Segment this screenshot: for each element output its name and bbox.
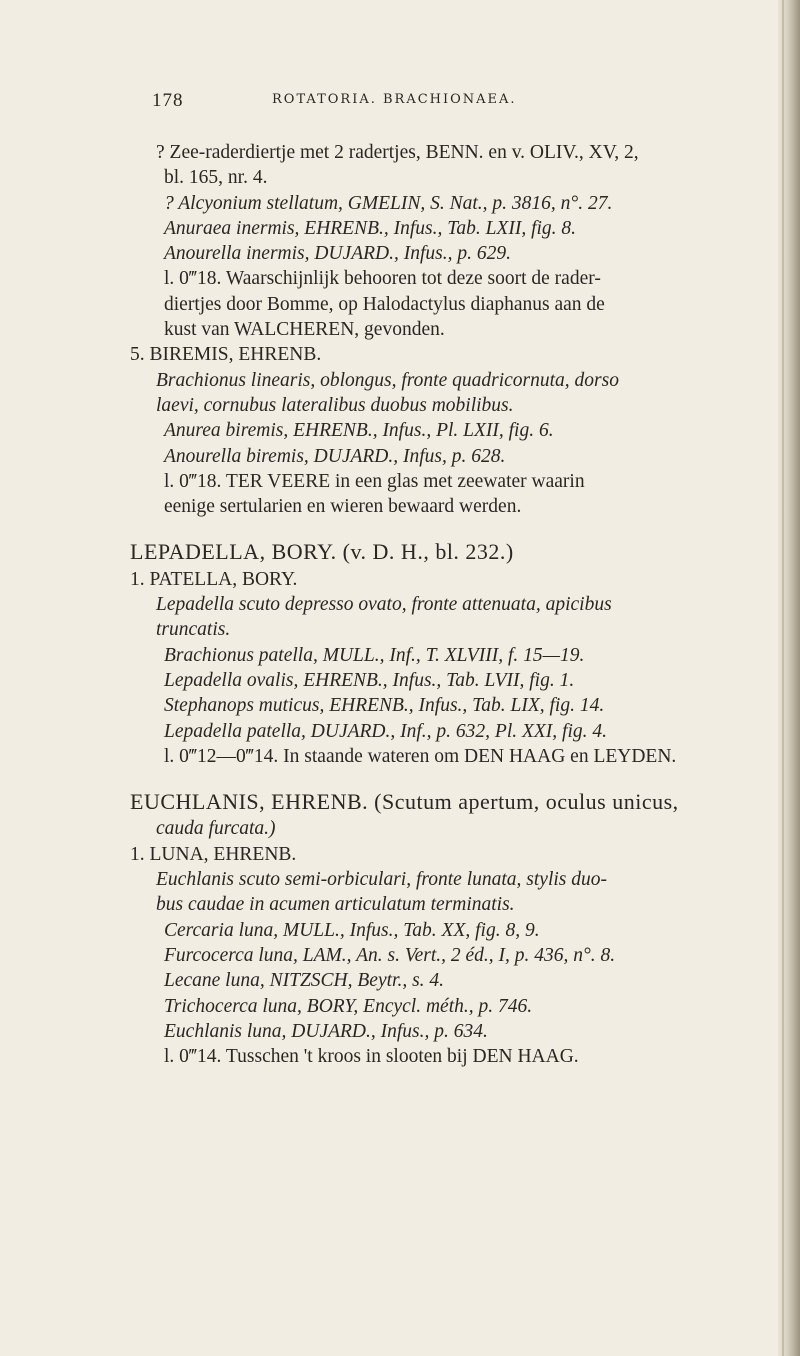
text-line: laevi, cornubus lateralibus duobus mobilibus. — [156, 394, 514, 416]
text-line: Trichocerca luna, BORY, Encycl. méth., p. 746. — [164, 995, 533, 1017]
text-line: Anourella inermis, DUJARD., Infus., p. 629. — [164, 243, 511, 265]
running-title: ROTATORIA. BRACHIONAEA. — [272, 92, 517, 107]
text-line: Anurea biremis, EHRENB., Infus., Pl. LXII, fig. 6. — [164, 420, 554, 442]
text-line: Euchlanis luna, DUJARD., Infus., p. 634. — [164, 1020, 488, 1042]
text-line: Brachionus patella, MULL., Inf., T. XLVIII, f. 15—19. — [164, 644, 585, 666]
text-line: Anourella biremis, DUJARD., Infus, p. 628. — [164, 445, 506, 467]
text-line: l. 0‴12—0‴14. In staande wateren om DEN HAAG en LEYDEN. — [164, 745, 677, 767]
spacer — [130, 769, 780, 779]
text-line: Stephanops muticus, EHRENB., Infus., Tab. LIX, fig. 14. — [164, 695, 605, 717]
page-number: 178 — [152, 90, 184, 111]
text-line: kust van WALCHEREN, gevonden. — [164, 319, 445, 341]
text-line: Euchlanis scuto semi-orbiculari, fronte lunata, stylis duo- — [156, 869, 607, 891]
spacer — [130, 519, 780, 529]
text-line: Anuraea inermis, EHRENB., Infus., Tab. LXII, fig. 8. — [164, 217, 577, 239]
text-line: Lepadella patella, DUJARD., Inf., p. 632, Pl. XXI, fig. 4. — [164, 720, 608, 742]
text-line: Brachionus linearis, oblongus, fronte quadricornuta, dorso — [156, 369, 619, 391]
text-line: bus caudae in acumen articulatum terminatis. — [156, 894, 515, 916]
text-line: l. 0‴18. TER VEERE in een glas met zeewater waarin — [164, 470, 585, 492]
text-line: truncatis. — [156, 619, 231, 641]
text-line: l. 0‴14. Tusschen 't kroos in slooten bij DEN HAAG. — [164, 1046, 579, 1068]
text-line: Lecane luna, NITZSCH, Beytr., s. 4. — [164, 970, 445, 992]
text-line: ? Alcyonium stellatum, GMELIN, S. Nat., p. 3816, n°. 27. — [164, 192, 613, 214]
text-line: Cercaria luna, MULL., Infus., Tab. XX, fig. 8, 9. — [164, 919, 540, 941]
species-heading: 1. LUNA, EHRENB. — [130, 843, 297, 865]
text-line: Furcocerca luna, LAM., An. s. Vert., 2 éd., I, p. 436, n°. 8. — [164, 944, 616, 966]
text-line: bl. 165, nr. 4. — [164, 167, 268, 189]
text-line: eenige sertularien en wieren bewaard werden. — [164, 496, 522, 518]
text-line: Lepadella scuto depresso ovato, fronte attenuata, apicibus — [156, 594, 612, 616]
text-line: Lepadella ovalis, EHRENB., Infus., Tab. LVII, fig. 1. — [164, 669, 575, 691]
page-edge — [778, 0, 800, 1356]
text-line: ? Zee-raderdiertje met 2 radertjes, BENN. en v. OLIV., XV, 2, — [156, 142, 639, 163]
genus-heading: EUCHLANIS, EHRENB. (Scutum apertum, oculus unicus, — [130, 789, 679, 815]
text-line: diertjes door Bomme, op Halodactylus diaphanus aan de — [164, 293, 605, 315]
species-heading: 5. BIREMIS, EHRENB. — [130, 344, 322, 366]
species-heading: 1. PATELLA, BORY. — [130, 568, 298, 590]
text-line: l. 0‴18. Waarschijnlijk behooren tot deze soort de rader- — [164, 268, 601, 290]
genus-heading: LEPADELLA, BORY. (v. D. H., bl. 232.) — [130, 539, 514, 565]
page-body — [130, 140, 780, 1069]
text-line: cauda furcata.) — [156, 818, 276, 840]
